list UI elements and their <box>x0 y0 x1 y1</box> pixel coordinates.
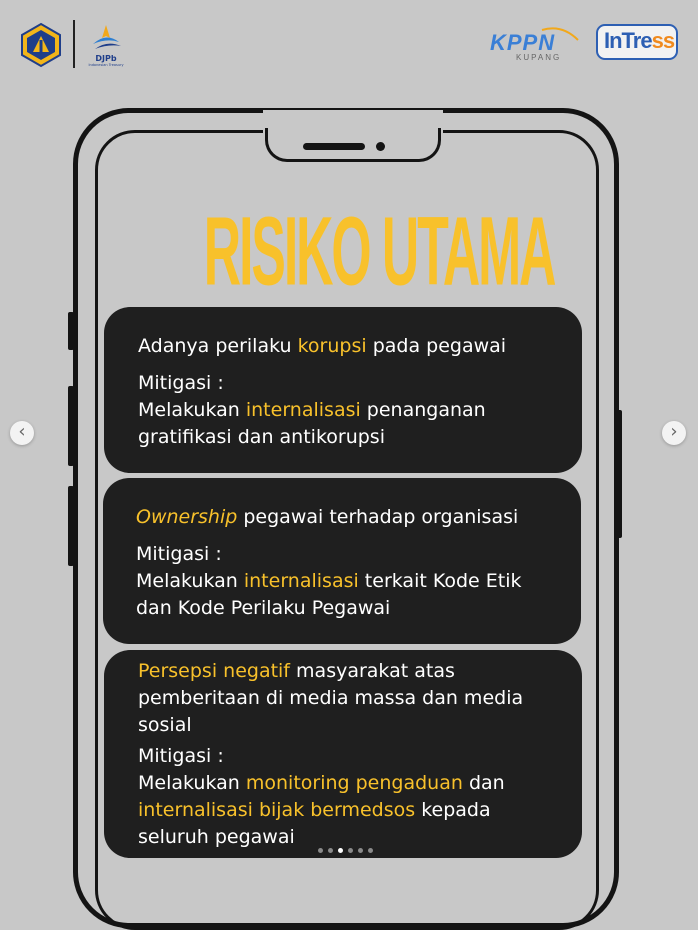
risk-text <box>136 504 522 531</box>
risk-text <box>138 333 506 360</box>
phone-side-button <box>68 486 74 566</box>
phone-side-button <box>616 410 622 538</box>
risk-text-part: pada pegawai <box>366 335 507 357</box>
mitigasi-text-part: kepada <box>415 799 491 821</box>
mitigasi-highlight: internalisasi bijak bermedsos <box>138 799 416 821</box>
mitigasi-text: seluruh pegawai <box>138 826 295 848</box>
kppn-logo <box>490 24 580 64</box>
carousel-dot[interactable] <box>318 848 323 853</box>
mitigasi-highlight: monitoring pengaduan <box>245 772 463 794</box>
mitigasi-highlight: internalisasi <box>245 399 361 421</box>
mitigasi-text: gratifikasi dan antikorupsi <box>138 426 385 448</box>
mitigasi-text-part: Melakukan <box>138 772 246 794</box>
djpb-logo <box>83 22 131 68</box>
risk-text-part: pegawai terhadap organisasi <box>237 506 519 528</box>
mitigasi-label: Mitigasi : <box>138 745 224 767</box>
risk-card-3 <box>104 650 582 858</box>
carousel-prev-button[interactable] <box>10 421 34 445</box>
kemenkeu-logo-icon <box>18 22 64 68</box>
carousel-next-button[interactable] <box>662 421 686 445</box>
risk-highlight: korupsi <box>297 335 367 357</box>
risk-text: sosial <box>138 714 192 736</box>
risk-text: pemberitaan di media massa dan media <box>138 687 524 709</box>
carousel-dot[interactable] <box>368 848 373 853</box>
mitigasi-text <box>136 568 522 595</box>
carousel-pagination <box>318 847 378 855</box>
kppn-label: KPPN <box>490 30 556 55</box>
mitigasi-label: Mitigasi : <box>136 543 222 565</box>
phone-speaker <box>303 143 365 150</box>
kppn-sublabel: KUPANG <box>516 53 562 62</box>
logo-divider <box>73 20 75 68</box>
page-title: RISIKO UTAMA <box>203 197 555 307</box>
phone-camera-icon <box>376 142 385 151</box>
intress-label-b: ss <box>651 28 675 53</box>
mitigasi-text-part: Melakukan <box>138 399 246 421</box>
intress-logo <box>596 24 678 60</box>
carousel-dot[interactable] <box>338 848 343 853</box>
mitigasi-text: dan Kode Perilaku Pegawai <box>136 597 391 619</box>
carousel-dot[interactable] <box>358 848 363 853</box>
djpb-label: DJPb <box>95 54 117 63</box>
intress-label <box>604 28 674 54</box>
phone-side-button <box>68 386 74 466</box>
chevron-left-icon: ‹ <box>18 421 26 442</box>
djpb-emblem-icon <box>83 22 129 54</box>
risk-card-1 <box>104 307 582 473</box>
phone-side-button <box>68 312 74 350</box>
risk-card-2 <box>103 478 581 644</box>
carousel-dot[interactable] <box>328 848 333 853</box>
risk-text-part: Adanya perilaku <box>138 335 298 357</box>
risk-highlight: Persepsi negatif <box>138 660 290 682</box>
risk-highlight: Ownership <box>136 506 238 528</box>
carousel-dot[interactable] <box>348 848 353 853</box>
mitigasi-label: Mitigasi : <box>138 372 224 394</box>
mitigasi-text-part: penanganan <box>360 399 486 421</box>
chevron-right-icon: › <box>670 421 678 442</box>
mitigasi-text <box>138 397 506 424</box>
mitigasi-text <box>138 797 523 824</box>
djpb-sublabel: Indonesian Treasury <box>88 63 124 67</box>
mitigasi-text-part: terkait Kode Etik <box>358 570 522 592</box>
risk-text <box>138 658 523 685</box>
mitigasi-text-part: Melakukan <box>136 570 244 592</box>
mitigasi-text-part: dan <box>462 772 505 794</box>
mitigasi-text <box>138 770 523 797</box>
intress-label-a: InTre <box>604 28 652 53</box>
risk-text-part: masyarakat atas <box>290 660 455 682</box>
mitigasi-highlight: internalisasi <box>243 570 359 592</box>
